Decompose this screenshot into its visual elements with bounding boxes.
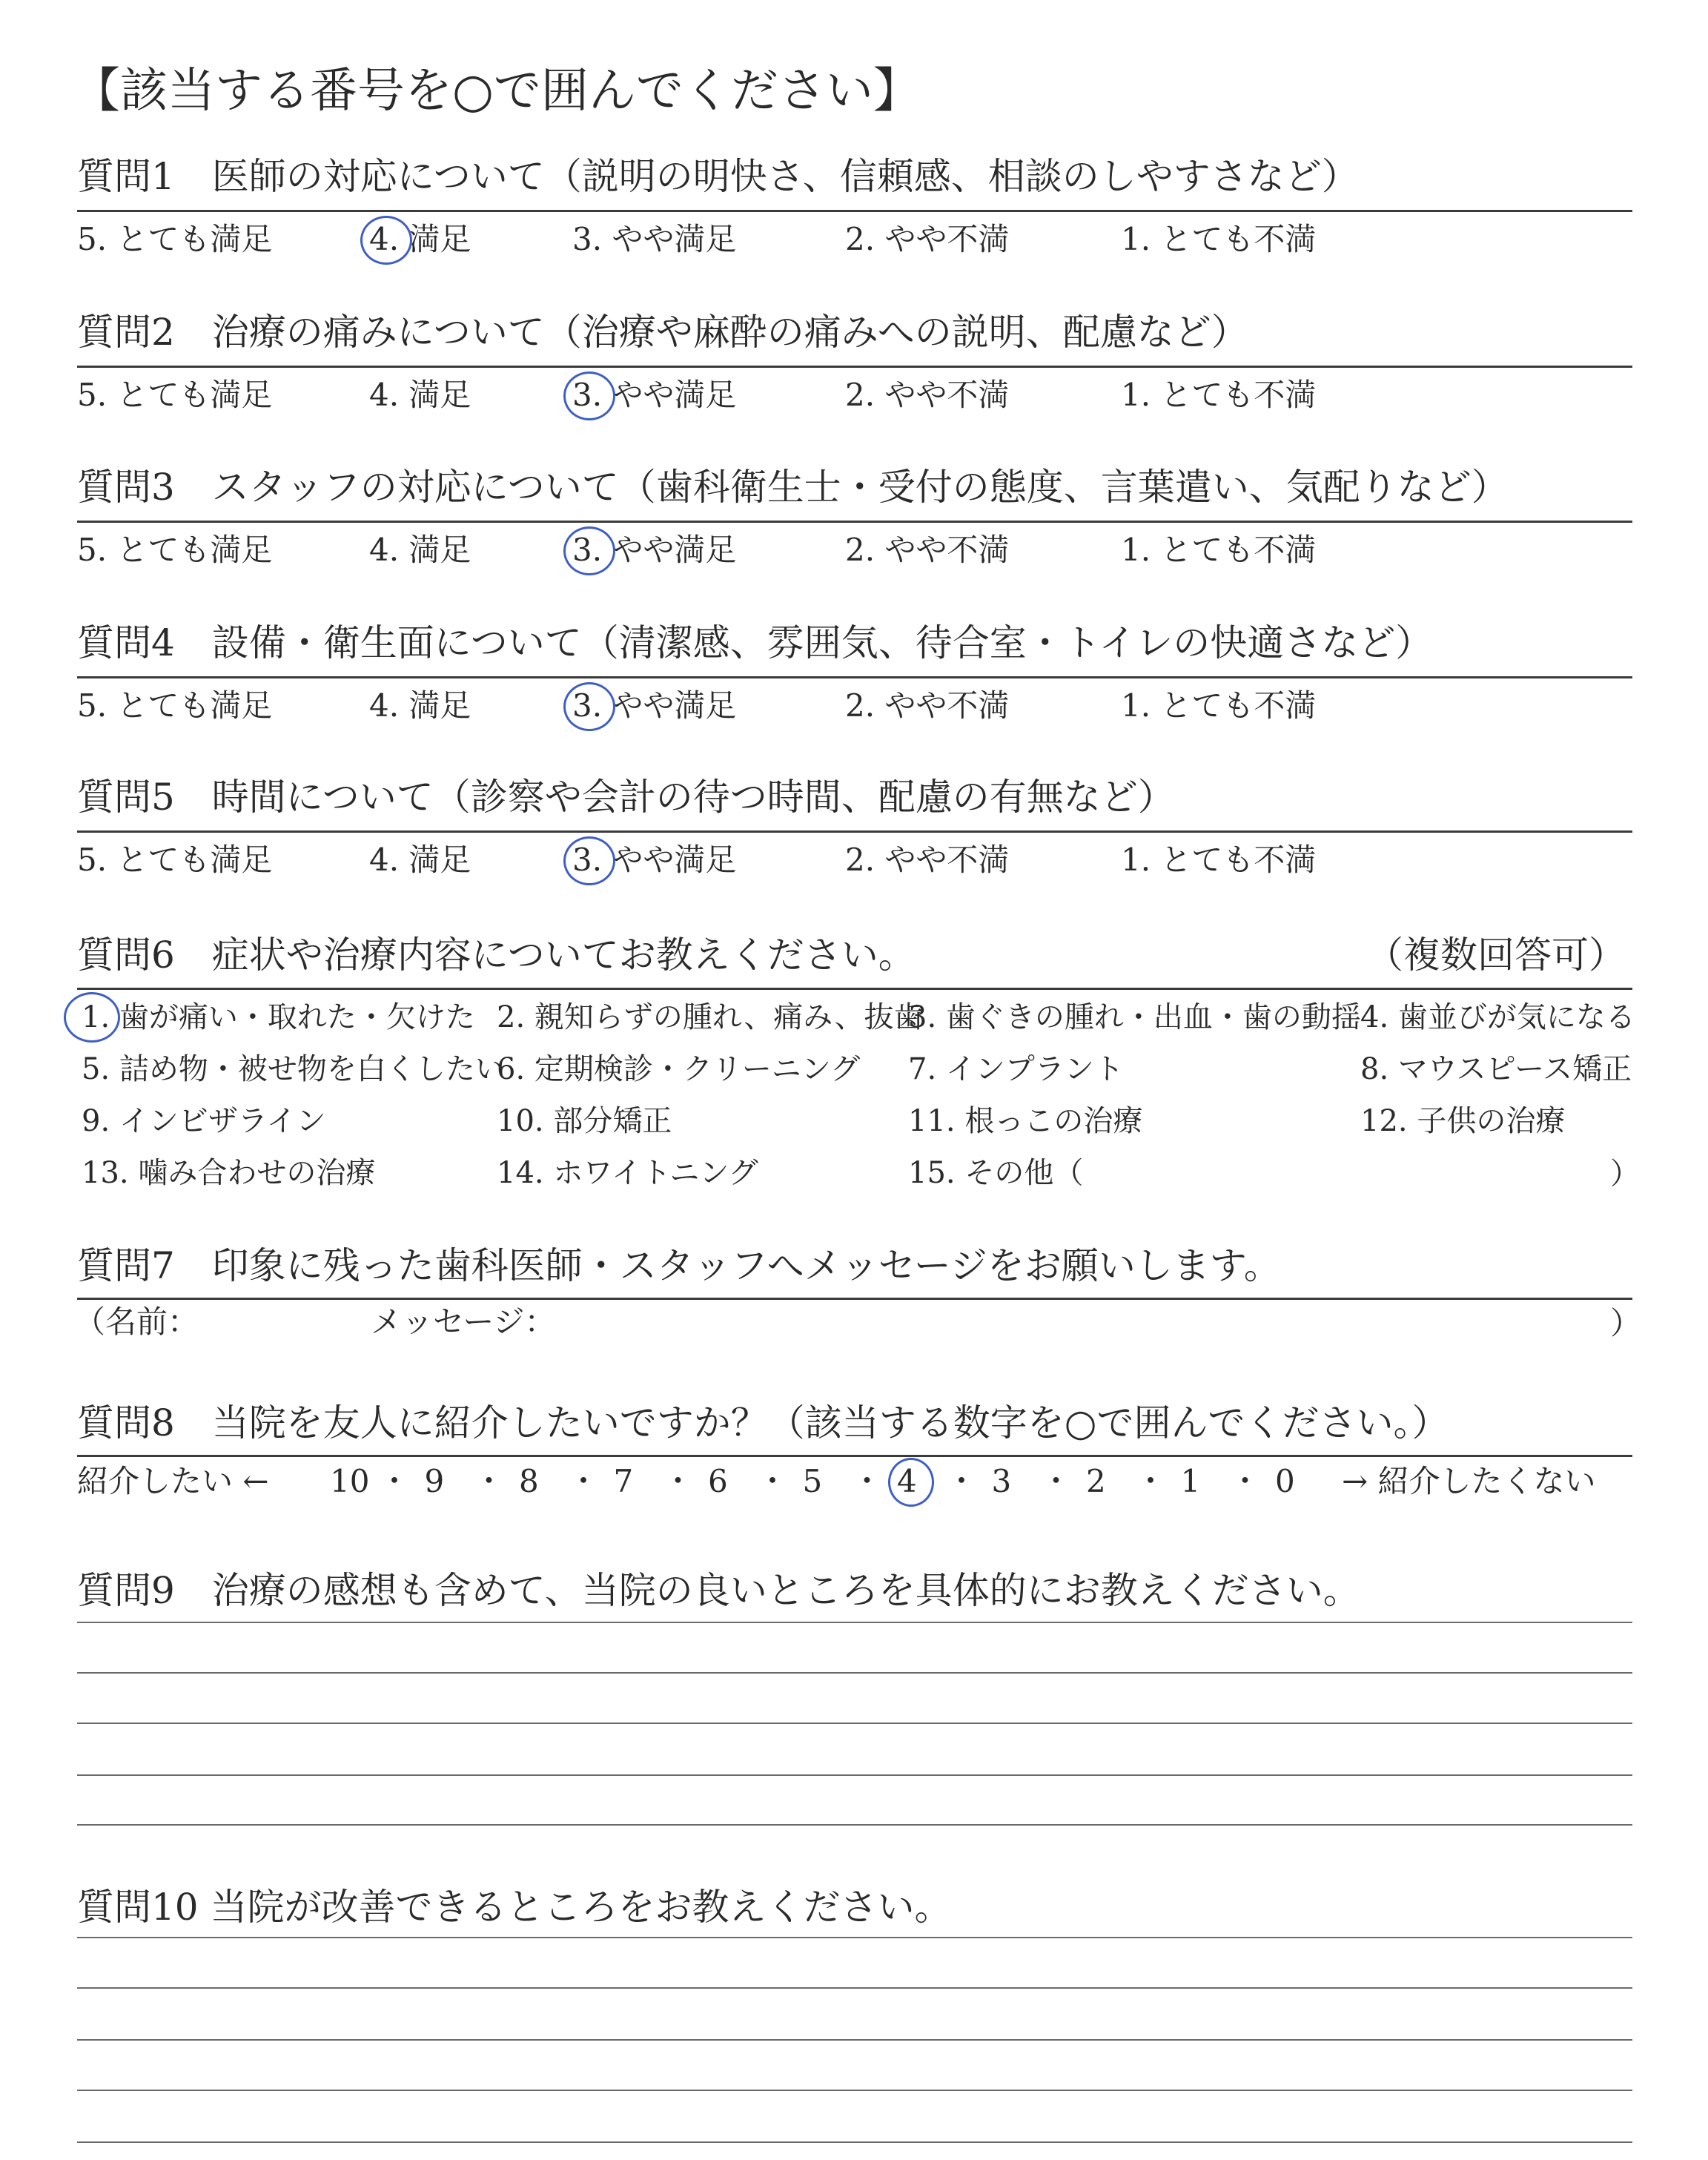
q1-option-2[interactable]: 2. やや不満 [845,221,1010,257]
q8-scale-3[interactable]: 3 [991,1463,1012,1499]
q4-divider [77,676,1632,678]
q2-option-1[interactable]: 1. とても不満 [1121,377,1317,413]
q8-scale-10[interactable]: 10 [330,1463,370,1499]
q3-divider [77,521,1632,523]
q8-scale-1[interactable]: 1 [1180,1463,1201,1499]
q8-separator: ・ [379,1463,411,1499]
q5-option-3[interactable]: 3. やや満足 [572,842,737,878]
q6-option-13[interactable]: 13. 噛み合わせの治療 [82,1156,376,1190]
q8-scale-9[interactable]: 9 [424,1463,445,1499]
q6-option-11[interactable]: 11. 根っこの治療 [908,1104,1143,1138]
q8-scale-7[interactable]: 7 [613,1463,634,1499]
q8-separator: ・ [662,1463,694,1499]
q2-option-4[interactable]: 4. 満足 [369,377,471,413]
q8-scale-4[interactable]: 4 [897,1463,917,1499]
q8-separator: ・ [1135,1463,1167,1499]
q4-option-2[interactable]: 2. やや不満 [845,687,1010,724]
q1-option-5[interactable]: 5. とても満足 [77,221,273,257]
q9-answer-line[interactable] [77,1723,1632,1724]
q5-divider [77,830,1632,833]
q8-separator: ・ [1229,1463,1261,1499]
q6-option-3[interactable]: 3. 歯ぐきの腫れ・出血・歯の動揺 [908,1000,1361,1034]
q7-divider [77,1298,1632,1300]
q7-title: 質問7 印象に残った歯科医師・スタッフへメッセージをお願いします。 [77,1244,1281,1287]
q7-close-paren: ） [1610,1305,1642,1341]
q2-option-5[interactable]: 5. とても満足 [77,377,273,413]
q6-option-9[interactable]: 9. インビザライン [82,1104,326,1138]
q3-option-5[interactable]: 5. とても満足 [77,532,273,568]
q6-option-15[interactable]: 15. その他（ [908,1156,1084,1190]
q6-option-1[interactable]: 1. 歯が痛い・取れた・欠けた [82,1000,475,1034]
q5-title: 質問5 時間について（診察や会計の待つ時間、配慮の有無など） [77,776,1175,819]
q8-left-label: 紹介したい ← [77,1463,269,1499]
q3-option-1[interactable]: 1. とても不満 [1121,532,1317,568]
q10-answer-line[interactable] [77,2039,1632,2041]
q8-separator: ・ [946,1463,978,1499]
q9-answer-line[interactable] [77,1824,1632,1826]
q8-title: 質問8 当院を友人に紹介したいですか？（該当する数字を○で囲んでください。） [77,1401,1449,1444]
q2-divider [77,366,1632,368]
q6-option-10[interactable]: 10. 部分矯正 [497,1104,672,1138]
q5-option-5[interactable]: 5. とても満足 [77,842,273,878]
q6-divider [77,988,1632,990]
q2-title: 質問2 治療の痛みについて（治療や麻酔の痛みへの説明、配慮など） [77,311,1248,354]
q8-separator: ・ [851,1463,883,1499]
q6-option-5[interactable]: 5. 詰め物・被せ物を白くしたい [82,1052,505,1086]
q10-answer-line[interactable] [77,2141,1632,2143]
q3-option-2[interactable]: 2. やや不満 [845,532,1010,568]
q8-scale-0[interactable]: 0 [1275,1463,1295,1499]
q8-right-label: → 紹介したくない [1342,1463,1596,1499]
q2-option-2[interactable]: 2. やや不満 [845,377,1010,413]
q9-answer-line[interactable] [77,1774,1632,1776]
q6-option-8[interactable]: 8. マウスピース矯正 [1360,1052,1632,1086]
q10-answer-line[interactable] [77,2090,1632,2091]
q10-answer-line[interactable] [77,1937,1632,1938]
q1-title: 質問1 医師の対応について（説明の明快さ、信頼感、相談のしやすさなど） [77,155,1359,198]
q4-option-1[interactable]: 1. とても不満 [1121,687,1317,724]
q8-scale-6[interactable]: 6 [708,1463,728,1499]
q6-option-4[interactable]: 4. 歯並びが気になる [1360,1000,1635,1034]
q8-separator: ・ [1040,1463,1072,1499]
q9-title: 質問9 治療の感想も含めて、当院の良いところを具体的にお教えください。 [77,1569,1360,1612]
q8-divider [77,1455,1632,1457]
q10-title: 質問10 当院が改善できるところをお教えください。 [77,1886,952,1929]
q8-separator: ・ [757,1463,789,1499]
q4-option-4[interactable]: 4. 満足 [369,687,471,724]
q5-option-1[interactable]: 1. とても不満 [1121,842,1317,878]
q6-other-close-paren: ） [1610,1157,1640,1191]
q6-option-12[interactable]: 12. 子供の治療 [1360,1104,1566,1138]
q7-name-label: （名前： [74,1304,199,1340]
q9-answer-line[interactable] [77,1622,1632,1623]
q1-option-4[interactable]: 4. 満足 [369,221,471,257]
q5-option-4[interactable]: 4. 満足 [369,842,471,878]
q6-option-14[interactable]: 14. ホワイトニング [497,1156,758,1190]
q8-scale-5[interactable]: 5 [802,1463,823,1499]
q9-answer-line[interactable] [77,1672,1632,1674]
q5-option-2[interactable]: 2. やや不満 [845,842,1010,878]
page-title: 【該当する番号を○で囲んでください】 [73,64,921,119]
q10-answer-line[interactable] [77,1987,1632,1989]
q6-option-6[interactable]: 6. 定期検診・クリーニング [497,1052,861,1086]
q6-option-7[interactable]: 7. インプラント [908,1052,1124,1086]
q2-option-3[interactable]: 3. やや満足 [572,377,737,413]
q6-note: （複数回答可） [1366,934,1626,977]
q8-separator: ・ [568,1463,600,1499]
q3-option-3[interactable]: 3. やや満足 [572,532,737,568]
q1-option-3[interactable]: 3. やや満足 [572,221,737,257]
q3-title: 質問3 スタッフの対応について（歯科衛生士・受付の態度、言葉遣い、気配りなど） [77,466,1509,509]
q7-message-label: メッセージ： [371,1304,556,1340]
q6-title: 質問6 症状や治療内容についてお教えください。 [77,934,916,977]
q4-option-5[interactable]: 5. とても満足 [77,687,273,724]
q8-separator: ・ [473,1463,505,1499]
q8-scale-8[interactable]: 8 [519,1463,539,1499]
q8-scale-2[interactable]: 2 [1086,1463,1106,1499]
q3-option-4[interactable]: 4. 満足 [369,532,471,568]
q6-option-2[interactable]: 2. 親知らずの腫れ、痛み、抜歯 [497,1000,924,1034]
q1-divider [77,210,1632,212]
q4-title: 質問4 設備・衛生面について（清潔感、雰囲気、待合室・トイレの快適さなど） [77,621,1433,664]
q4-option-3[interactable]: 3. やや満足 [572,687,737,724]
q1-option-1[interactable]: 1. とても不満 [1121,221,1317,257]
